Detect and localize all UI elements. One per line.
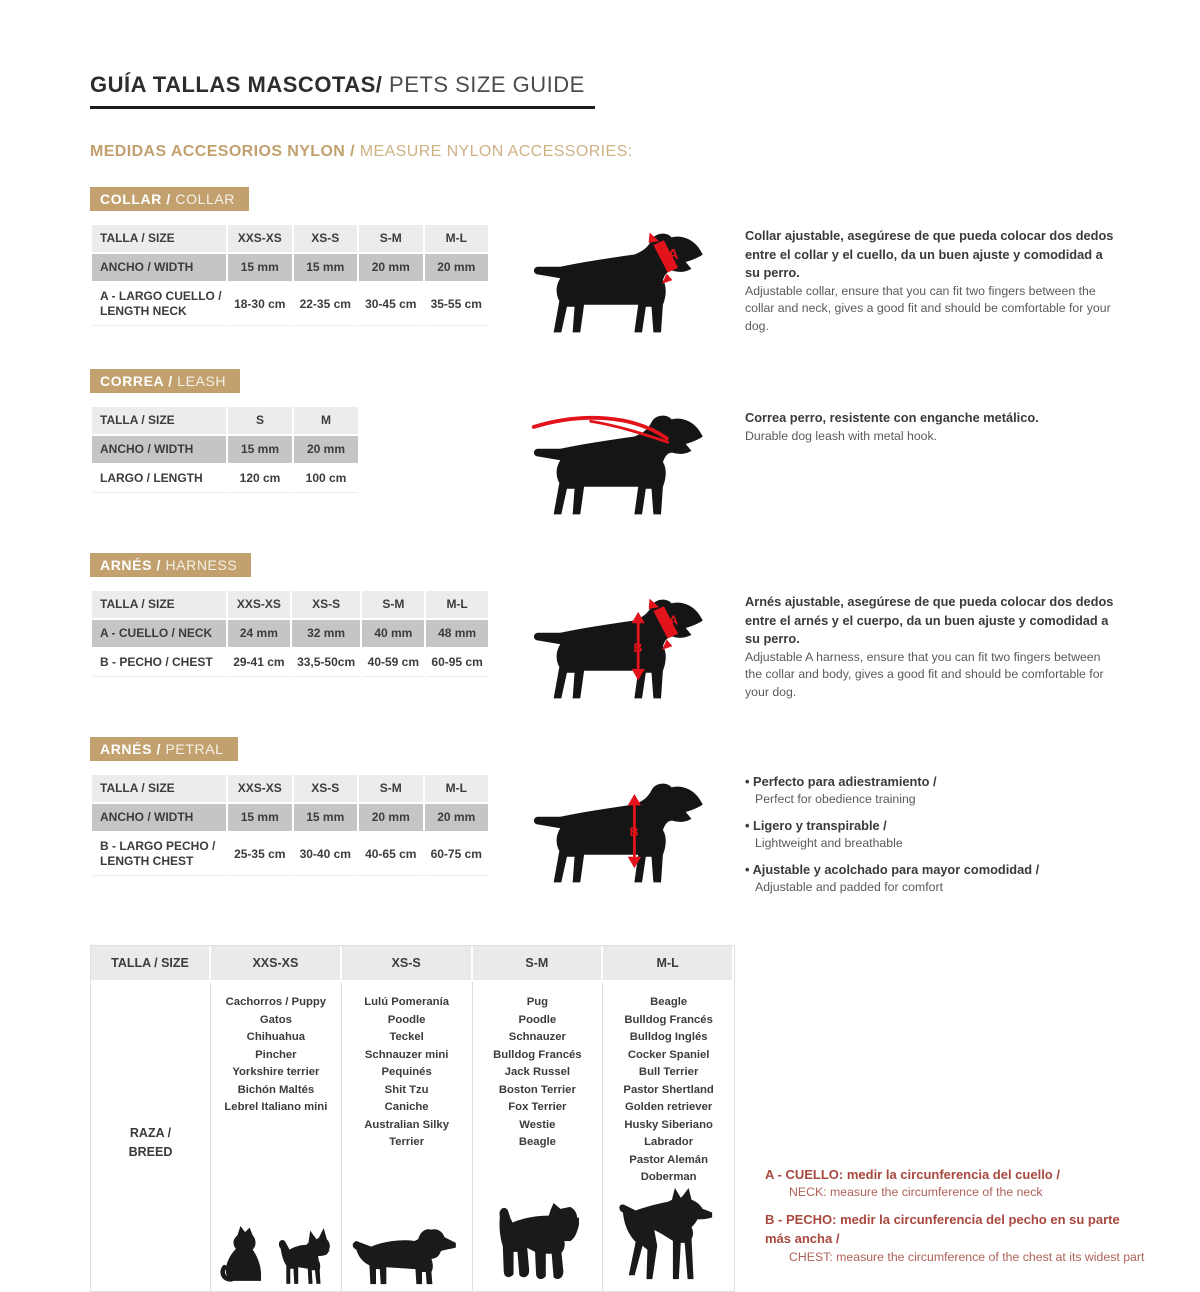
measuring-note-en: CHEST: measure the circumference of the chest at its widest part — [789, 1249, 1145, 1264]
table-row — [92, 620, 488, 647]
value-cell: XS-S — [294, 225, 358, 252]
breed-list-s-m — [493, 994, 582, 1152]
table-row — [92, 407, 358, 434]
value-cell: 15 mm — [294, 254, 358, 281]
breed-item: Bulldog Inglés — [629, 1031, 708, 1044]
table-row — [92, 804, 488, 831]
petral-feature — [745, 773, 1117, 808]
collar-size-table — [90, 223, 490, 328]
value-cell: M-L — [426, 591, 488, 618]
row-label-cell: LARGO / LENGTH — [92, 465, 226, 493]
breed-item: Fox Terrier — [508, 1101, 567, 1114]
breed-column-m-l — [603, 982, 734, 1291]
table-row — [92, 225, 488, 252]
petral-feature-en: Adjustable and padded for comfort — [755, 880, 943, 895]
harness-heading-es: ARNÉS / — [100, 557, 161, 573]
breed-item: Cachorros / Puppy — [225, 996, 327, 1009]
value-cell: 29-41 cm — [228, 649, 290, 677]
value-cell: 32 mm — [292, 620, 361, 647]
measuring-note-es: B - PECHO: medir la circunferencia del pecho en su parte más ancha / — [765, 1211, 1120, 1247]
size-table — [90, 405, 360, 495]
breed-item: Poodle — [518, 1013, 557, 1026]
chihuahua-icon — [273, 1225, 333, 1287]
dog-petral-illustration — [528, 775, 718, 889]
value-cell: 24 mm — [228, 620, 290, 647]
breed-item: Gatos — [259, 1013, 292, 1026]
value-cell: S — [228, 407, 292, 434]
page-title-es: GUÍA TALLAS MASCOTAS/ — [90, 72, 383, 97]
petral-section-heading — [90, 737, 238, 761]
section-harness — [90, 553, 1145, 705]
value-cell: M-L — [425, 225, 489, 252]
breed-item: Husky Siberiano — [624, 1118, 713, 1131]
leash-size-table — [90, 405, 360, 495]
cat-icon — [219, 1223, 265, 1287]
size-table — [90, 223, 490, 328]
harness-size-table — [90, 589, 490, 679]
breed-item: Golden retriever — [624, 1101, 713, 1114]
harness-description-es: Arnés ajustable, asegúrese de que pueda colocar dos dedos entre el arnés y el cuerpo, da un buen ajuste y comodidad a su perro. — [745, 594, 1114, 647]
value-cell: 20 mm — [359, 804, 423, 831]
harness-marking-B-label: B — [632, 640, 642, 655]
row-label-cell: TALLA / SIZE — [92, 407, 226, 434]
petral-marking-B-label: B — [629, 824, 639, 839]
value-cell: 40-59 cm — [362, 649, 424, 677]
value-cell: 40 mm — [362, 620, 424, 647]
breed-list-xxs-xs — [224, 994, 327, 1117]
breed-item: Australian Silky Terrier — [364, 1118, 449, 1149]
breed-item: Lulú Pomeranía — [364, 996, 449, 1009]
measuring-note-en: NECK: measure the circumference of the neck — [789, 1185, 1043, 1200]
leash-section-heading — [90, 369, 240, 393]
breed-item: Jack Russel — [504, 1066, 571, 1079]
breed-item: Westie — [519, 1118, 556, 1131]
petral-feature-en: Perfect for obedience training — [755, 791, 916, 806]
breed-item: Teckel — [389, 1031, 424, 1044]
breed-header-xs-s: XS-S — [342, 946, 473, 982]
value-cell: 20 mm — [425, 804, 489, 831]
value-cell: 20 mm — [425, 254, 489, 281]
leash-description — [745, 409, 1117, 445]
breed-column-xs-s — [342, 982, 473, 1291]
breed-header-s-m: S-M — [473, 946, 604, 982]
breed-item: Bichón Maltés — [237, 1083, 315, 1096]
page-title-en: PETS SIZE GUIDE — [382, 72, 585, 97]
breed-list-m-l — [623, 994, 713, 1187]
row-label-cell: A - LARGO CUELLO / LENGTH NECK — [92, 283, 226, 326]
petral-feature — [745, 817, 1117, 852]
measuring-note — [765, 1165, 1145, 1202]
value-cell: 60-75 cm — [425, 833, 489, 876]
breed-table — [90, 945, 735, 1292]
breed-item: Pequinés — [381, 1066, 432, 1079]
breed-item: Poodle — [387, 1013, 426, 1026]
value-cell: 25-35 cm — [228, 833, 292, 876]
page-subtitle-es: MEDIDAS ACCESORIOS NYLON / — [90, 143, 355, 160]
harness-description — [745, 593, 1117, 702]
table-row — [92, 465, 358, 493]
value-cell: M — [294, 407, 358, 434]
value-cell: XXS-XS — [228, 775, 292, 802]
value-cell: S-M — [359, 225, 423, 252]
schnauzer-icon — [487, 1201, 587, 1287]
value-cell: XXS-XS — [228, 591, 290, 618]
breed-header-xxs-xs: XXS-XS — [211, 946, 342, 982]
page-title — [90, 72, 595, 109]
doberman-icon — [613, 1187, 725, 1287]
section-petral — [90, 737, 1145, 905]
row-label-cell: TALLA / SIZE — [92, 775, 226, 802]
harness-marking-A-label: A — [668, 612, 678, 628]
value-cell: 20 mm — [359, 254, 423, 281]
measuring-notes — [765, 1165, 1145, 1292]
value-cell: 15 mm — [294, 804, 358, 831]
value-cell: 33,5-50cm — [292, 649, 361, 677]
breed-item: Schnauzer — [508, 1031, 566, 1044]
dog-collar-illustration — [528, 225, 718, 339]
row-label-cell: ANCHO / WIDTH — [92, 804, 226, 831]
row-label-cell: ANCHO / WIDTH — [92, 436, 226, 463]
harness-heading-en: HARNESS — [161, 557, 238, 573]
page-subtitle-en: MEASURE NYLON ACCESSORIES: — [354, 143, 633, 160]
dog-harness-illustration — [528, 591, 718, 705]
breed-item: Shit Tzu — [384, 1083, 429, 1096]
collar-heading-es: COLLAR / — [100, 191, 171, 207]
breed-item: Bull Terrier — [638, 1066, 699, 1079]
petral-feature-es: • Ligero y transpirable / — [745, 817, 1117, 835]
row-label-cell: TALLA / SIZE — [92, 591, 226, 618]
breed-item: Beagle — [650, 996, 688, 1009]
breed-item: Pincher — [255, 1048, 297, 1061]
row-label-cell: TALLA / SIZE — [92, 225, 226, 252]
breed-item: Doberman — [640, 1171, 697, 1184]
value-cell: 15 mm — [228, 804, 292, 831]
value-cell: 120 cm — [228, 465, 292, 493]
size-table — [90, 589, 490, 679]
breed-row-label — [91, 982, 211, 1291]
collar-heading-en: COLLAR — [170, 191, 236, 207]
value-cell: S-M — [362, 591, 424, 618]
table-row — [92, 591, 488, 618]
value-cell: 40-65 cm — [359, 833, 423, 876]
petral-feature-es: • Ajustable y acolchado para mayor comodidad / — [745, 861, 1117, 879]
size-table — [90, 773, 490, 878]
petral-heading-es: ARNÉS / — [100, 741, 161, 757]
collar-marking-A-label: A — [667, 246, 679, 264]
value-cell: M-L — [425, 775, 489, 802]
breed-item: Bulldog Francés — [624, 1013, 713, 1026]
harness-description-en: Adjustable A harness, ensure that you can fit two fingers between the collar and body, gives a good fit and should be comfortable for your dog. — [745, 649, 1104, 700]
collar-description-en: Adjustable collar, ensure that you can fit two fingers between the collar and neck, gives a good fit and should be comfortable for your dog. — [745, 283, 1111, 334]
dog-leash-illustration — [528, 407, 718, 521]
breed-item: Caniche — [384, 1101, 429, 1114]
value-cell: XXS-XS — [228, 225, 292, 252]
petral-feature-list — [745, 773, 1117, 905]
breed-item: Pastor Alemán — [629, 1153, 708, 1166]
table-row — [92, 283, 488, 326]
value-cell: 18-30 cm — [228, 283, 292, 326]
table-row — [92, 649, 488, 677]
breed-item: Chihuahua — [246, 1031, 306, 1044]
breed-column-s-m — [473, 982, 604, 1291]
breed-item: Cocker Spaniel — [627, 1048, 710, 1061]
leash-description-en: Durable dog leash with metal hook. — [745, 428, 938, 443]
value-cell: 22-35 cm — [294, 283, 358, 326]
value-cell: 30-40 cm — [294, 833, 358, 876]
measuring-note — [765, 1210, 1145, 1266]
petral-heading-en: PETRAL — [161, 741, 224, 757]
value-cell: 30-45 cm — [359, 283, 423, 326]
table-row — [92, 833, 488, 876]
breed-item: Yorkshire terrier — [232, 1066, 320, 1079]
petral-feature-en: Lightweight and breathable — [755, 836, 903, 851]
section-breeds — [90, 945, 1145, 1292]
collar-section-heading — [90, 187, 249, 211]
value-cell: 48 mm — [426, 620, 488, 647]
table-row — [92, 436, 358, 463]
breed-row-label-line2: BREED — [128, 1144, 173, 1159]
leash-heading-es: CORREA / — [100, 373, 173, 389]
row-label-cell: ANCHO / WIDTH — [92, 254, 226, 281]
section-collar — [90, 187, 1145, 339]
breed-column-xxs-xs — [211, 982, 342, 1291]
value-cell: 15 mm — [228, 254, 292, 281]
row-label-cell: B - PECHO / CHEST — [92, 649, 226, 677]
breed-item: Schnauzer mini — [364, 1048, 449, 1061]
breed-item: Bulldog Francés — [493, 1048, 582, 1061]
page-subtitle — [90, 143, 1145, 161]
breed-list-xs-s — [346, 994, 468, 1152]
breed-row-label-line1: RAZA / — [129, 1125, 172, 1140]
breed-header-m-l: M-L — [603, 946, 734, 982]
measuring-note-es: A - CUELLO: medir la circunferencia del cuello / — [765, 1166, 1060, 1182]
row-label-cell: A - CUELLO / NECK — [92, 620, 226, 647]
breed-item: Boston Terrier — [498, 1083, 576, 1096]
table-row — [92, 254, 488, 281]
leash-description-es: Correa perro, resistente con enganche metálico. — [745, 410, 1039, 425]
value-cell: 15 mm — [228, 436, 292, 463]
value-cell: S-M — [359, 775, 423, 802]
petral-feature — [745, 861, 1117, 896]
petral-size-table — [90, 773, 490, 878]
value-cell: 20 mm — [294, 436, 358, 463]
table-row — [92, 775, 488, 802]
value-cell: 100 cm — [294, 465, 358, 493]
section-leash — [90, 369, 1145, 521]
value-cell: 35-55 cm — [425, 283, 489, 326]
breed-item: Labrador — [644, 1136, 694, 1149]
row-label-cell: B - LARGO PECHO / LENGTH CHEST — [92, 833, 226, 876]
petral-feature-es: • Perfecto para adiestramiento / — [745, 773, 1117, 791]
leash-heading-en: LEASH — [172, 373, 227, 389]
breed-item: Pug — [526, 996, 549, 1009]
value-cell: XS-S — [294, 775, 358, 802]
value-cell: 60-95 cm — [426, 649, 488, 677]
harness-section-heading — [90, 553, 251, 577]
value-cell: XS-S — [292, 591, 361, 618]
breed-header-size: TALLA / SIZE — [91, 946, 211, 982]
collar-description — [745, 227, 1117, 336]
collar-description-es: Collar ajustable, asegúrese de que pueda colocar dos dedos entre el collar y el cuello, da un buen ajuste y comodidad a su perro. — [745, 228, 1114, 281]
breed-item: Pastor Shertland — [623, 1083, 714, 1096]
breed-item: Lebrel Italiano mini — [224, 1101, 328, 1114]
breed-item: Beagle — [518, 1136, 556, 1149]
dachshund-icon — [348, 1225, 466, 1287]
